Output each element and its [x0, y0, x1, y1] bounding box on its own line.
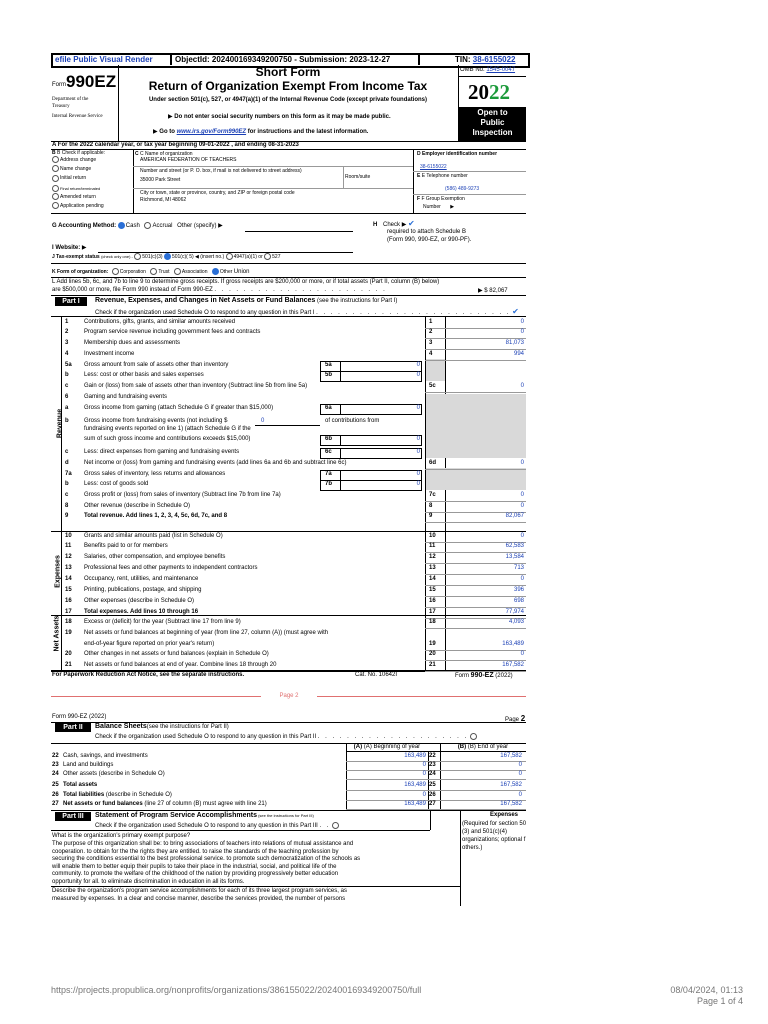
bs-line-number: 22	[52, 753, 59, 759]
line-number: 6	[65, 394, 69, 400]
describe-accomplishments: Describe the organization's program service accomplishments for each of its three largest program services, as measured by expenses. In a clear and concise manner, describe the services provided, the number of persons	[52, 888, 347, 902]
primary-purpose-text: The purpose of this organization shall be: to bring associations of teachers into relations of mutual assistance and cooperation. to obtain for the the rights they are entitled. to raise the standards of the teaching profession by securing the conditions essential to the best professional service. to promote such democratization of the schools as will enable them to better equip their pupils to take their place in the industrial, social, and political life of the community. to promote the welfare of the childhood of the nation by providing progressively better education opportunity for all. to eliminate discrimination in education in all its forms.	[52, 841, 361, 885]
tin-link[interactable]: 38-6155022	[472, 55, 516, 64]
amount-line-number: 21	[429, 662, 436, 668]
line-text: Other changes in net assets or fund balances (explain in Schedule O)	[84, 651, 269, 657]
accounting-method: G Accounting Method: Cash Accrual Other (specify) ▶	[52, 223, 223, 230]
bs-line-ref: 22	[429, 753, 436, 759]
org-corporation[interactable]: Corporation	[112, 269, 146, 275]
line-number: 15	[65, 587, 72, 593]
line-number: 9	[65, 513, 69, 519]
bs-line-number: 25	[52, 782, 59, 788]
amount-value: 0	[520, 460, 524, 466]
amount-line-number: 18	[429, 619, 436, 625]
bs-col-b-value: 0	[518, 771, 522, 777]
amount-value: 396	[513, 587, 524, 593]
subline-value: 0	[416, 405, 420, 411]
amount-line-number: 1	[429, 319, 433, 325]
banner-tin: TIN: 38-6155022	[455, 55, 516, 64]
part1-title: Revenue, Expenses, and Changes in Net Assets or Fund Balances (see the instructions for Part I)	[95, 297, 398, 304]
part3-tag: Part III	[55, 812, 91, 821]
bs-line-number: 23	[52, 762, 59, 768]
bs-col-b-value: 0	[518, 762, 522, 768]
line-text: Grants and similar amounts paid (list in Schedule O)	[84, 533, 223, 539]
line-number: c	[65, 383, 69, 389]
check-applicable-label: B B Check if applicable:	[52, 150, 106, 156]
banner-object-id: ObjectId: 202400169349200750 - Submission: 2023-12-27	[175, 55, 391, 64]
line-number: 12	[65, 554, 72, 560]
paperwork-notice: For Paperwork Reduction Act Notice, see the separate instructions.	[52, 672, 245, 678]
line-text: Printing, publications, postage, and shipping	[84, 587, 202, 593]
line-text: Less: direct expenses from gaming and fundraising events	[84, 449, 240, 455]
check-initial-return[interactable]: Initial return	[52, 174, 104, 183]
line-text: Total expenses. Add lines 10 through 16	[84, 609, 199, 615]
primary-purpose-question: What is the organization's primary exempt purpose?	[52, 833, 191, 839]
amount-line-number: 6d	[429, 460, 437, 466]
line-text: Excess or (deficit) for the year (Subtract line 17 from line 9)	[84, 619, 241, 625]
gross-receipts-line-2: are $500,000 or more, file Form 990 instead of Form 990-EZ . . . . . . . . . . . . . . . . . . . . . . . .	[52, 287, 387, 293]
bs-col-a-value: 163,489	[404, 753, 426, 759]
bs-col-b-value: 167,582	[500, 801, 522, 807]
amount-line-number: 11	[429, 543, 436, 549]
line-number: 13	[65, 565, 72, 571]
line-number: a	[65, 405, 69, 411]
line-text: Occupancy, rent, utilities, and maintenance	[84, 576, 199, 582]
bs-col-b-value: 0	[518, 792, 522, 798]
accrual-option[interactable]: Accrual	[144, 223, 172, 229]
line-text: Less: cost or other basis and sales expenses	[84, 372, 204, 378]
line-text: Gross income from gaming (attach Schedule G if greater than $15,000)	[84, 405, 274, 411]
phone-label: E E Telephone number	[417, 173, 468, 179]
line-number: 10	[65, 533, 72, 539]
line-number: 21	[65, 662, 72, 668]
part2-title: Balance Sheets(see the instructions for Part II)	[95, 723, 229, 730]
amount-value: 698	[513, 598, 524, 604]
schedule-b-text-1: required to attach Schedule B	[387, 229, 467, 235]
amount-value: 62,583	[505, 543, 524, 549]
check-amended-return[interactable]: Amended return	[52, 193, 104, 202]
line-number: 1	[65, 319, 69, 325]
form-prefix: Form	[52, 82, 66, 88]
line-number: 14	[65, 576, 72, 582]
print-url: https://projects.propublica.org/nonprofits/organizations/386155022/202400169349200750/full	[51, 985, 422, 995]
schedule-b-text-2: (Form 990, 990-EZ, or 990-PF).	[387, 237, 472, 243]
line-text: Gross income from fundraising events (not including $	[84, 418, 228, 424]
amount-value: 0	[520, 576, 524, 582]
line-text: Other revenue (describe in Schedule O)	[84, 503, 191, 509]
org-trust[interactable]: Trust	[150, 269, 169, 275]
gross-receipts-line-1: L Add lines 5b, 6c, and 7b to line 9 to determine gross receipts. If gross receipts are $200,000 or more, or if total assets (Part II, column (B) below)	[52, 279, 440, 285]
bs-col-a-value: 0	[422, 762, 426, 768]
line-number: 2	[65, 329, 69, 335]
amount-value: 167,582	[502, 662, 524, 668]
bs-line-number: 26	[52, 792, 59, 798]
side-label-revenue: Revenue	[56, 408, 64, 439]
bs-line-text: Total assets	[63, 782, 98, 788]
line-text: Salaries, other compensation, and employee benefits	[84, 554, 226, 560]
amount-line-number: 8	[429, 503, 433, 509]
org-name: AMERICAN FEDERATION OF TEACHERS	[140, 157, 237, 163]
street-label: Number and street (or P. O. box, if mail is not delivered to street address)	[140, 168, 302, 174]
part2-tag: Part II	[55, 723, 91, 732]
line-text: Investment income	[84, 351, 135, 357]
amount-value: 0	[520, 492, 524, 498]
line-text: Membership dues and assessments	[84, 340, 181, 346]
check-name-change[interactable]: Name change	[52, 165, 104, 174]
amount-value: 13,584	[505, 554, 524, 560]
check-final-return[interactable]: Final return/terminated	[52, 184, 104, 193]
street-address: 35000 Park Street	[140, 177, 181, 183]
line-text: Contributions, gifts, grants, and similar amounts received	[84, 319, 236, 325]
line-number: 3	[65, 340, 69, 346]
line-text: Net assets or fund balances at end of year. Combine lines 18 through 20	[84, 662, 277, 668]
amount-value: 0	[520, 651, 524, 657]
bs-line-text: Cash, savings, and investments	[63, 753, 148, 759]
bs-line-number: 27	[52, 801, 59, 807]
tax-year-line: A For the 2022 calendar year, or tax year beginning 09-01-2022 , and ending 08-31-2023	[52, 142, 299, 148]
line-text: Professional fees and other payments to independent contractors	[84, 565, 258, 571]
city-label: City or town, state or province, country, and ZIP or foreign postal code	[140, 190, 295, 196]
line-number: 17	[65, 609, 72, 615]
amount-line-number: 13	[429, 565, 436, 571]
amount-line-number: 20	[429, 651, 436, 657]
form-of-organization: K Form of organization: Corporation Trust Association Other Union	[52, 268, 250, 275]
line-number: 19	[65, 630, 72, 636]
form-title: Return of Organization Exempt From Income Tax	[148, 79, 428, 93]
short-form-label: Short Form	[255, 65, 321, 79]
irs-link[interactable]: www.irs.gov/Form990EZ	[176, 129, 247, 135]
subline-value: 0	[416, 362, 420, 368]
expenses-column-note: (Required for section 50 (3) and 501(c)(4) organizations; optional f others.)	[462, 821, 527, 851]
line-text: fundraising events reported on line 1) (attach Schedule G if the	[84, 426, 251, 432]
line-number: c	[65, 449, 69, 455]
line-number: 11	[65, 543, 72, 549]
group-exemption-number: Number ▶	[423, 204, 455, 210]
city-value: Richmond, MI 48062	[140, 197, 187, 203]
subline-number: 6b	[325, 436, 333, 442]
status-4947[interactable]: 4947(a)(1) or	[226, 254, 263, 260]
subline-value: 0	[416, 471, 420, 477]
line-text: Gross profit or (loss) from sales of inventory (Subtract line 7b from line 7a)	[84, 492, 281, 498]
schedule-b-check: H Check ▶ ✔	[373, 219, 415, 228]
banner-render-label: efile Public Visual Render	[55, 55, 153, 64]
line-text: Program service revenue including government fees and contracts	[84, 329, 261, 335]
bs-col-a-value: 163,489	[404, 782, 426, 788]
group-exemption-label: F F Group Exemption	[417, 196, 465, 202]
bs-line-text: Net assets or fund balances (line 27 of column (B) must agree with line 21)	[63, 801, 267, 807]
side-label-expenses: Expenses	[54, 555, 62, 588]
amount-value: 0	[520, 383, 524, 389]
omb-number: OMB No. 1545-0047	[460, 67, 516, 73]
amount-value: 994	[513, 351, 524, 357]
amount-value: 0	[520, 533, 524, 539]
amount-value: 0	[520, 329, 524, 335]
bs-line-ref: 23	[429, 762, 436, 768]
amount-line-number: 15	[429, 587, 436, 593]
org-association[interactable]: Association	[174, 269, 208, 275]
dept-line-2: Treasury	[52, 104, 70, 109]
subline-number: 7b	[325, 481, 333, 487]
open-to-public-box: Open to Public Inspection	[459, 107, 526, 141]
dept-line-3: Internal Revenue Service	[52, 114, 103, 119]
line-text: sum of such gross income and contributions exceeds $15,000)	[84, 436, 251, 442]
org-other[interactable]: Other	[212, 269, 233, 275]
amount-line-number: 2	[429, 329, 433, 335]
bs-line-text: Land and buildings	[63, 762, 114, 768]
amount-line-number: 17	[429, 609, 436, 615]
part2-schedule-o-check: Check if the organization used Schedule O to respond to any question in this Part II . . . . . . . . . . . . . . . . . . . . .	[95, 733, 478, 740]
subline-value: 0	[416, 436, 420, 442]
form-subtitle: Under section 501(c), 527, or 4947(a)(1) of the Internal Revenue Code (except private foundations)	[148, 97, 428, 103]
room-label: Room/suite	[345, 174, 371, 180]
line-text: Gaming and fundraising events	[84, 394, 168, 400]
fundraising-contrib-text: of contributions from	[325, 418, 380, 424]
phone-value: (586) 489-9273	[445, 186, 480, 192]
line-text: Other expenses (describe in Schedule O)	[84, 598, 195, 604]
amount-line-number: 4	[429, 351, 433, 357]
tax-exempt-status: J Tax-exempt status (check only one) - 501(c)(3) 501(c)( 5) ◀ (insert no.) 4947(a)(1) or 527	[52, 253, 281, 260]
bs-line-text: Total liabilities (describe in Schedule O)	[63, 792, 172, 798]
ein-value: 38-6155022	[420, 164, 447, 170]
bs-line-ref: 24	[429, 771, 436, 777]
schedule-b-checkbox[interactable]: ✔	[407, 219, 415, 228]
subline-value: 0	[416, 372, 420, 378]
status-527[interactable]: 527	[264, 254, 280, 260]
subline-number: 6a	[325, 405, 332, 411]
part1-schedule-o-check: Check if the organization used Schedule O to respond to any question in this Part I . . . . . . . . . . . . . . . . . . . . . . . . . . . ✔	[95, 307, 519, 316]
amount-line-number: 5c	[429, 383, 436, 389]
ein-label: D Employer identification number	[417, 151, 498, 157]
gross-receipts-value: ▶ $ 82,067	[478, 288, 508, 294]
amount-value: 0	[520, 503, 524, 509]
check-address-change[interactable]: Address change	[52, 156, 104, 165]
website-label: I Website: ▶	[52, 245, 87, 251]
amount-line-number: 10	[429, 533, 436, 539]
status-501c[interactable]: 501(c)( 5)	[164, 254, 194, 260]
subline-number: 5b	[325, 372, 333, 378]
form-number: 990EZ	[66, 72, 117, 91]
status-501c3[interactable]: 501(c)(3)	[134, 254, 162, 260]
bs-line-text: Other assets (describe in Schedule O)	[63, 771, 165, 777]
line-number: b	[65, 481, 69, 487]
subline-number: 7a	[325, 471, 332, 477]
line-number: 20	[65, 651, 72, 657]
subline-number: 5a	[325, 362, 332, 368]
line-number: 7a	[65, 471, 72, 477]
ssn-note: ▶ Do not enter social security numbers on this form as it may be made public.	[168, 114, 391, 120]
part3-schedule-o-check: Check if the organization used Schedule O to respond to any question in this Part III . .	[95, 822, 340, 829]
amount-value: 82,067	[505, 513, 524, 519]
bs-line-number: 24	[52, 771, 59, 777]
line-text: Total revenue. Add lines 1, 2, 3, 4, 5c, 6d, 7c, and 8	[84, 513, 228, 519]
bs-col-a-value: 163,489	[404, 801, 426, 807]
line-text: Net income or (loss) from gaming and fundraising events (add lines 6a and 6b and subtract line 6c)	[84, 460, 347, 466]
line-number: 5a	[65, 362, 72, 368]
instructions-note: ▶ Go to www.irs.gov/Form990EZ for instructions and the latest information.	[153, 129, 369, 135]
bs-line-ref: 26	[429, 792, 436, 798]
org-name-label: C C Name of organization	[135, 151, 193, 157]
line-number: d	[65, 460, 69, 466]
subline-value: 0	[416, 449, 420, 455]
amount-line-number: 3	[429, 340, 433, 346]
page-divider-label: Page 2	[279, 693, 299, 699]
amount-line-number: 7c	[429, 492, 436, 498]
amount-line-number: 9	[429, 513, 433, 519]
amount-line-number: 14	[429, 576, 436, 582]
line-text: end-of-year figure reported on prior year's return)	[84, 641, 215, 647]
bs-col-a-value: 0	[422, 771, 426, 777]
bs-line-ref: 25	[429, 782, 436, 788]
line-number: b	[65, 372, 69, 378]
bs-col-a-value: 0	[422, 792, 426, 798]
amount-value: 713	[513, 565, 524, 571]
amount-line-number: 19	[429, 641, 436, 647]
line-number: 4	[65, 351, 69, 357]
cash-option[interactable]: Cash	[118, 223, 140, 229]
cat-number: Cat. No. 10642I	[355, 672, 398, 678]
bs-col-b-value: 167,582	[500, 753, 522, 759]
subline-number: 6c	[325, 449, 332, 455]
fundraising-contrib-amount: 0	[261, 418, 265, 424]
bs-col-b-value: 167,582	[500, 782, 522, 788]
page2-form-label: Form 990-EZ (2022)	[52, 714, 107, 720]
bs-line-ref: 27	[429, 801, 436, 807]
dept-line-1: Department of the	[52, 97, 89, 102]
amount-line-number: 16	[429, 598, 436, 604]
amount-value: 0	[520, 319, 524, 325]
amount-value: 81,073	[505, 340, 524, 346]
footer-form-label: Form 990-EZ (2022)	[455, 672, 513, 679]
line-text: Less: cost of goods sold	[84, 481, 149, 487]
expenses-column-title: Expenses	[490, 812, 519, 818]
line-number: 18	[65, 619, 72, 625]
amount-value: 77,974	[505, 609, 524, 615]
other-method-option[interactable]: Other (specify) ▶	[177, 223, 223, 230]
subline-value: 0	[416, 481, 420, 487]
line-number: c	[65, 492, 69, 498]
print-date: 08/04/2024, 01:13	[670, 985, 743, 995]
part3-title: Statement of Program Service Accomplishments (see the instructions for Part III)	[95, 812, 314, 819]
amount-line-number: 12	[429, 554, 436, 560]
line-text: Benefits paid to or for members	[84, 543, 168, 549]
line-text: Gross amount from sale of assets other than inventory	[84, 362, 229, 368]
line-text: Net assets or fund balances at beginning of year (from line 27, column (A)) (must agree with	[84, 630, 329, 636]
check-application-pending[interactable]: Application pending	[52, 202, 104, 211]
line-text: Gross sales of inventory, less returns and allowances	[84, 471, 226, 477]
line-number: 16	[65, 598, 72, 604]
col-a-header: (A) (A) Beginning of year	[353, 744, 421, 750]
amount-value: 163,489	[502, 641, 524, 647]
side-label-net-assets: Net Assets	[53, 615, 61, 652]
check-items	[52, 156, 104, 211]
print-page-number: Page 1 of 4	[696, 996, 743, 1006]
amount-value: 4,093	[508, 619, 524, 625]
part1-tag: Part I	[55, 297, 87, 306]
line-number: b	[65, 418, 69, 424]
line-number: 8	[65, 503, 69, 509]
tax-year: 2022	[468, 80, 510, 104]
line-text: Gain or (loss) from sale of assets other than inventory (Subtract line 5b from line 5a)	[84, 383, 308, 389]
col-b-header: (B) (B) End of year	[457, 744, 509, 750]
page2-page-label: Page 2	[505, 714, 526, 723]
